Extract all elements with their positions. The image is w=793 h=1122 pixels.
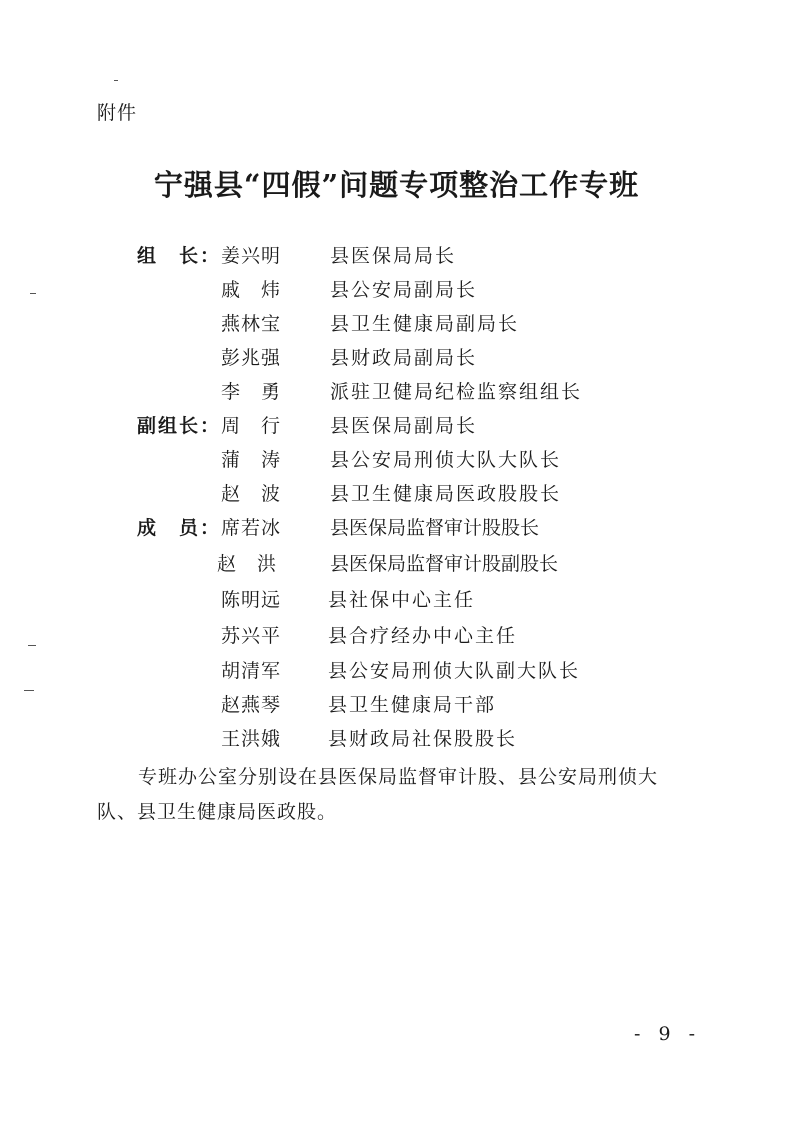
- member-post: 县医保局监督审计股股长: [330, 517, 540, 539]
- role-label: 副组长：: [137, 415, 222, 437]
- member-post: 县医保局监督审计股副股长: [330, 553, 559, 575]
- member-post: 县财政局副局长: [330, 347, 478, 369]
- member-name: 戚 炜: [221, 279, 282, 301]
- scan-speck: [30, 293, 36, 294]
- member-post: 县财政局社保股股长: [328, 728, 518, 750]
- member-name: 陈明远: [221, 589, 282, 611]
- member-name: 姜兴明: [221, 245, 282, 267]
- member-name: 赵 波: [221, 483, 282, 505]
- member-name: 席若冰: [221, 517, 282, 539]
- member-post: 县卫生健康局干部: [328, 694, 497, 716]
- member-post: 县医保局局长: [330, 245, 457, 267]
- role-label: 成 员：: [137, 517, 222, 539]
- scan-speck: [114, 80, 118, 81]
- scan-speck: [24, 690, 34, 691]
- scan-speck: [28, 645, 36, 646]
- member-post: 县公安局刑侦大队副大队长: [328, 660, 581, 682]
- member-name: 李 勇: [221, 381, 282, 403]
- member-name: 胡清军: [221, 660, 282, 682]
- member-post: 县合疗经办中心主任: [328, 625, 518, 647]
- member-post: 县社保中心主任: [328, 589, 476, 611]
- member-post: 派驻卫健局纪检监察组组长: [330, 381, 583, 403]
- member-post: 县医保局副局长: [330, 415, 478, 437]
- attachment-label: 附件: [97, 102, 138, 124]
- document-title: 宁强县“四假”问题专项整治工作专班: [153, 168, 640, 202]
- member-name: 赵 洪: [217, 553, 278, 575]
- member-post: 县公安局副局长: [330, 279, 478, 301]
- member-name: 燕林宝: [221, 313, 282, 335]
- member-post: 县公安局刑侦大队大队长: [330, 449, 562, 471]
- member-name: 蒲 涛: [221, 449, 282, 471]
- member-name: 王洪娥: [221, 728, 282, 750]
- member-post: 县卫生健康局副局长: [330, 313, 520, 335]
- member-name: 苏兴平: [221, 625, 282, 647]
- member-name: 彭兆强: [221, 347, 282, 369]
- member-name: 赵燕琴: [221, 694, 282, 716]
- role-label: 组 长：: [137, 245, 222, 267]
- member-post: 县卫生健康局医政股股长: [330, 483, 562, 505]
- office-note: 专班办公室分别设在县医保局监督审计股、县公安局刑侦大队、县卫生健康局医政股。: [97, 766, 659, 823]
- member-name: 周 行: [221, 415, 282, 437]
- page-number: - 9 -: [634, 1023, 702, 1045]
